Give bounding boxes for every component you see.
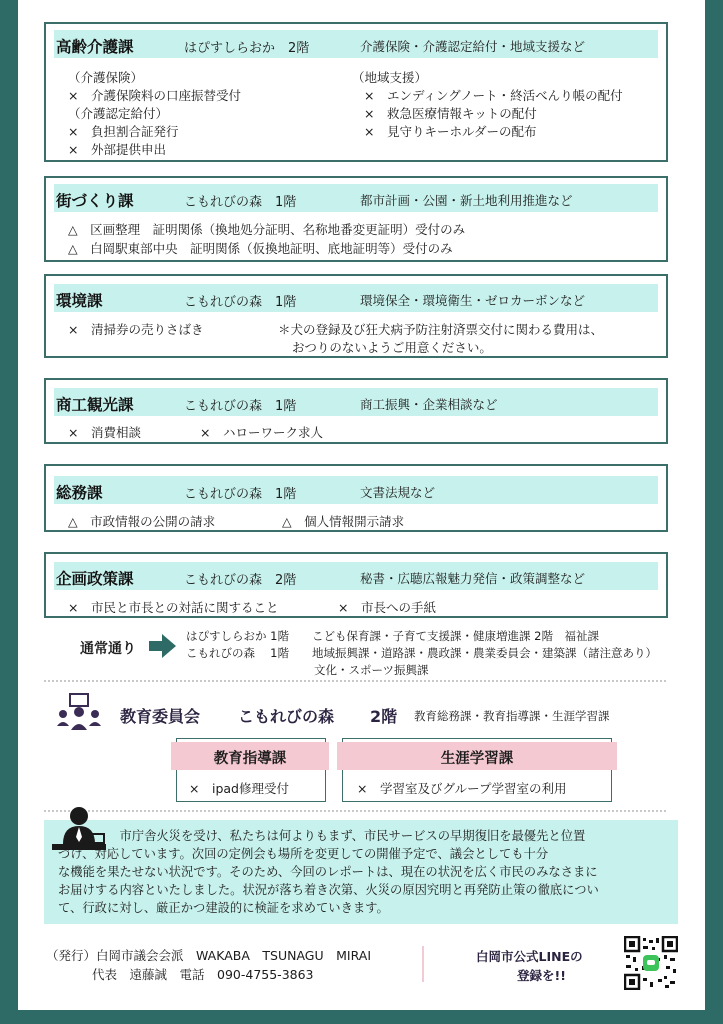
department-name: 教育指導課: [213, 751, 287, 767]
section-kyoiku-shido: [176, 738, 326, 802]
department-location: こもれびの森 1階: [184, 295, 297, 310]
section-kikaku: [44, 552, 668, 618]
item-text: × 市長への手紙: [338, 600, 436, 615]
item-text: × エンディングノート・終活べんり帳の配付: [364, 88, 623, 103]
section-header: [54, 284, 658, 312]
line-registration-text: 白岡市公式LINEの: [476, 949, 583, 964]
normal-operation-label: 通常通り: [80, 641, 136, 657]
section-header: [54, 562, 658, 590]
publisher-info: （発行）白岡市議会会派 WAKABA TSUNAGU MIRAI: [46, 948, 372, 963]
item-text: （介護保険）: [68, 70, 144, 85]
department-location: こもれびの森 1階: [184, 487, 297, 502]
section-header: [54, 388, 658, 416]
item-text: × 消費相談: [68, 425, 141, 440]
message-line: な機能を果たせない状況です。そのため、今回のレポートは、現在の状況を広く市民のみなさまに: [58, 865, 598, 879]
item-text: × 清掃券の売りさばき: [68, 322, 204, 337]
edu-board-name: 教育委員会: [120, 707, 201, 726]
section-kankyo: [44, 274, 668, 358]
divider: [44, 680, 666, 682]
department-name: 商工観光課: [56, 396, 134, 414]
item-text: × 学習室及びグループ学習室の利用: [357, 781, 567, 796]
department-location: はぴすしらおか 2階: [184, 41, 310, 56]
message-line: づけ、対応しています。次回の定例会も場所を変更しての開催予定で、議会としても十分: [58, 847, 549, 861]
normal-line: こもれびの森 1階 地域振興課・道路課・農政課・農業委員会・建築課（諸注意あり）: [186, 646, 657, 660]
section-header: [337, 742, 617, 770]
item-text: × 市民と市長との対話に関すること: [68, 600, 279, 615]
line-registration-text: 登録を!!: [517, 968, 566, 983]
department-duties: 商工振興・企業相談など: [360, 397, 498, 412]
item-text: × 負担割合証発行: [68, 124, 179, 139]
normal-line: 文化・スポーツ振興課: [314, 663, 429, 677]
department-name: 高齢介護課: [56, 38, 134, 56]
section-header: [54, 476, 658, 504]
section-machi: [44, 176, 668, 262]
message-line: 市庁舎火災を受け、私たちは何よりもまず、市民サービスの早期復旧を最優先と位置: [58, 829, 586, 843]
item-text: × 介護保険料の口座振替受付: [68, 88, 241, 103]
item-text: △ 区画整理 証明関係（換地処分証明、名称地番変更証明）受付のみ: [68, 222, 466, 237]
footer-divider: [422, 946, 424, 982]
message-line: て、行政に対し、厳正かつ建設的に検証を求めていきます。: [58, 901, 389, 915]
item-text: △ 市政情報の公開の請求: [68, 514, 216, 529]
item-text: △ 個人情報開示請求: [282, 514, 405, 529]
section-shogai: [342, 738, 612, 802]
department-name: 環境課: [56, 292, 103, 310]
section-header: [171, 742, 329, 770]
item-text: （地域支援）: [352, 70, 428, 85]
arrow-right-icon: [149, 633, 177, 659]
department-location: こもれびの森 1階: [184, 399, 297, 414]
item-text: × 見守りキーホルダーの配布: [364, 124, 537, 139]
message-line: お届けする内容といたしました。状況が落ち着き次第、火災の原因究明と再発防止策の徹底につい: [58, 883, 599, 897]
department-name: 総務課: [56, 484, 103, 502]
note-text: おつりのないようご用意ください。: [292, 340, 492, 355]
department-location: こもれびの森 2階: [184, 573, 297, 588]
item-text: × 外部提供申出: [68, 142, 166, 157]
section-header: [54, 184, 658, 212]
note-text: ＊犬の登録及び狂犬病予防注射済票交付に関わる費用は、: [278, 322, 604, 337]
item-text: （介護認定給付）: [68, 106, 169, 121]
section-somu: [44, 464, 668, 532]
department-name: 企画政策課: [56, 570, 134, 588]
section-header: [54, 30, 658, 58]
section-shoko: [44, 378, 668, 444]
item-text: △ 白岡駅東部中央 証明関係（仮換地証明、底地証明等）受付のみ: [68, 241, 453, 256]
section-kourei: [44, 22, 668, 162]
item-text: × 救急医療情報キットの配付: [364, 106, 537, 121]
department-duties: 介護保険・介護認定給付・地域支援など: [360, 39, 586, 54]
qr-code-icon[interactable]: [624, 936, 678, 990]
department-name: 街づくり課: [56, 192, 134, 210]
department-name: 生涯学習課: [440, 751, 514, 767]
normal-line: はぴすしらおか 1階 こども保育課・子育て支援課・健康増進課 2階 福祉課: [186, 629, 599, 643]
department-duties: 文書法規など: [360, 485, 436, 500]
representative-info: 代表 遠藤誠 電話 090-4755-3863: [92, 967, 314, 982]
edu-board-floor: 2階: [370, 707, 398, 726]
item-text: × ipad修理受付: [189, 781, 289, 796]
edu-board-sections: 教育総務課・教育指導課・生涯学習課: [414, 709, 610, 723]
department-location: こもれびの森 1階: [184, 195, 297, 210]
edu-board-location: こもれびの森: [238, 707, 335, 726]
divider: [44, 810, 666, 812]
department-duties: 秘書・広聴広報魅力発信・政策調整など: [360, 571, 586, 586]
item-text: × ハローワーク求人: [200, 425, 323, 440]
department-duties: 環境保全・環境衛生・ゼロカーボンなど: [360, 293, 586, 308]
people-group-icon: [56, 692, 102, 734]
department-duties: 都市計画・公園・新土地利用推進など: [360, 193, 573, 208]
